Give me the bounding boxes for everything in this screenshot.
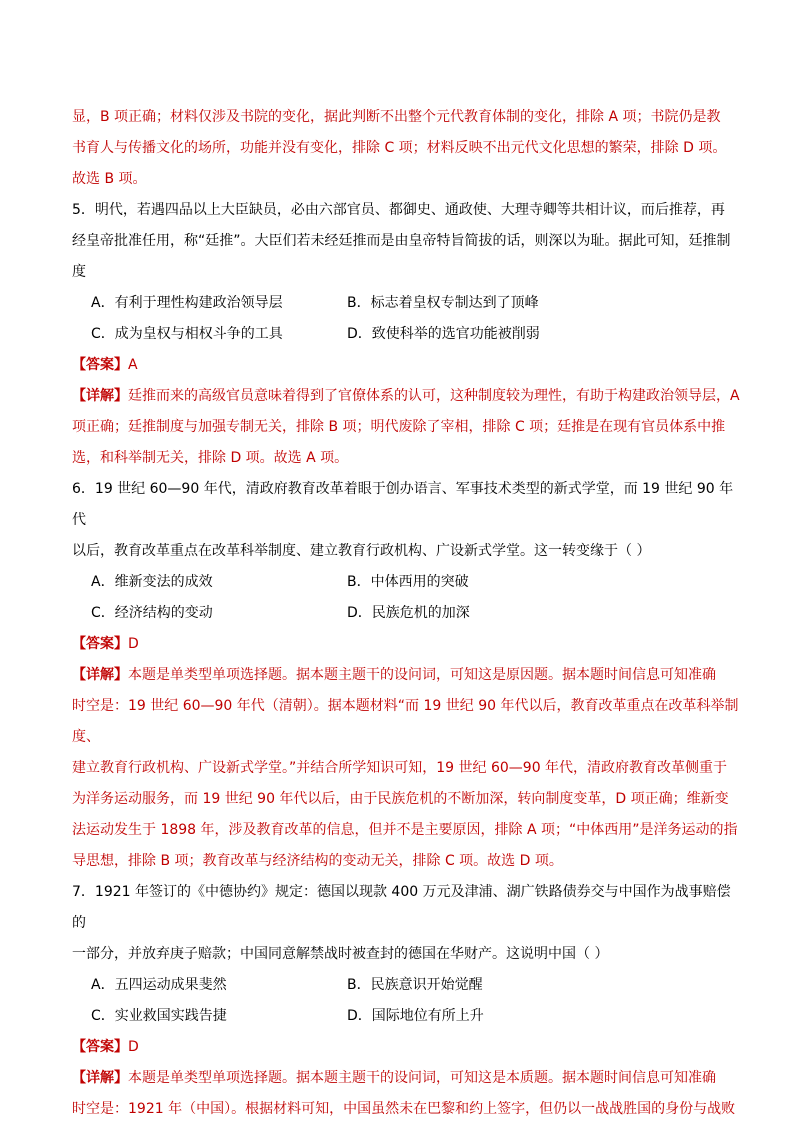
answer-label: 【答案】: [72, 357, 128, 373]
question-5: [72, 195, 744, 474]
detail-text: 本题是单类型单项选择题。据本题主题干的设问词，可知这是原因题。据本题时间信息可知准确: [128, 667, 716, 683]
detail-label: 【详解】: [72, 388, 128, 404]
question-stem-line: 6．19 世纪 60—90 年代，清政府教育改革着眼于创办语言、军事技术类型的新式学堂，而 19 世纪 90 年代: [72, 481, 734, 528]
detail-line: [72, 660, 744, 691]
detail-label: 【详解】: [72, 667, 128, 683]
option-a: A．有利于理性构建政治领导层: [91, 295, 283, 311]
detail-line: 为洋务运动服务，而 19 世纪 90 年代以后，由于民族危机的不断加深，转向制度变革，D 项正确；维新变: [72, 791, 729, 807]
answer-value: A: [128, 357, 138, 373]
document-page: [72, 102, 744, 1125]
detail-line: [72, 1063, 744, 1094]
detail-line: 法运动发生于 1898 年，涉及教育改革的信息，但并不是主要原因，排除 A 项；“中体西用”是洋务运动的指: [72, 822, 738, 838]
option-b: B．民族意识开始觉醒: [347, 977, 483, 993]
options-row: [72, 970, 744, 1001]
question-7: [72, 877, 744, 1125]
previous-explanation: [72, 102, 744, 195]
answer-value: D: [128, 1039, 139, 1055]
detail-line: [72, 381, 744, 412]
answer-value: D: [128, 636, 139, 652]
option-a: A．维新变法的成效: [91, 574, 213, 590]
option-c: C．成为皇权与相权斗争的工具: [91, 326, 283, 342]
detail-line: 选，和科举制无关，排除 D 项。故选 A 项。: [72, 450, 349, 466]
detail-line: 建立教育行政机构、广设新式学堂。”并结合所学知识可知，19 世纪 60—90 年代，清政府教育改革侧重于: [72, 760, 728, 776]
options-row: [72, 288, 744, 319]
question-stem-line: 一部分，并放弃庚子赔款；中国同意解禁战时被查封的德国在华财产。这说明中国（ ）: [72, 946, 609, 962]
option-d: D．致使科举的选官功能被削弱: [347, 326, 540, 342]
option-a: A．五四运动成果斐然: [91, 977, 227, 993]
options-row: [72, 598, 744, 629]
option-b: B．中体西用的突破: [347, 574, 469, 590]
answer-line: [72, 1032, 744, 1063]
question-stem-line: 5．明代，若遇四品以上大臣缺员，必由六部官员、都御史、通政使、大理寺卿等共相计议，而后推荐，再: [72, 202, 725, 218]
options-row: [72, 319, 744, 350]
detail-text: 本题是单类型单项选择题。据本题主题干的设问词，可知这是本质题。据本题时间信息可知准确: [128, 1070, 716, 1086]
detail-line: 导思想，排除 B 项；教育改革与经济结构的变动无关，排除 C 项。故选 D 项。: [72, 853, 563, 869]
detail-line: 项正确；廷推制度与加强专制无关，排除 B 项；明代废除了宰相，排除 C 项；廷推是在现有官员体系中推: [72, 419, 726, 435]
detail-text: 廷推而来的高级官员意味着得到了官僚体系的认可，这种制度较为理性，有助于构建政治领导层，A: [128, 388, 740, 404]
detail-line: 时空是：19 世纪 60—90 年代（清朝）。据本题材料“而 19 世纪 90 年代以后，教育改革重点在改革科举制度、: [72, 698, 739, 745]
options-row: [72, 567, 744, 598]
question-stem-line: 经皇帝批准任用，称“廷推”。大臣们若未经廷推而是由皇帝特旨简拔的话，则深以为耻。据此可知，廷推制: [72, 233, 731, 249]
question-stem-line: 7．1921 年签订的《中德协约》规定：德国以现款 400 万元及津浦、湖广铁路债券交与中国作为战事赔偿的: [72, 884, 731, 931]
detail-label: 【详解】: [72, 1070, 128, 1086]
answer-label: 【答案】: [72, 636, 128, 652]
option-c: C．实业救国实践告捷: [91, 1008, 227, 1024]
explanation-line: 显，B 项正确；材料仅涉及书院的变化，据此判断不出整个元代教育体制的变化，排除 A 项；书院仍是教: [72, 109, 721, 125]
question-stem-line: 以后，教育改革重点在改革科举制度、建立教育行政机构、广设新式学堂。这一转变缘于（ ）: [72, 543, 651, 559]
question-stem-line: 度: [72, 264, 86, 280]
option-d: D．国际地位有所上升: [347, 1008, 484, 1024]
options-row: [72, 1001, 744, 1032]
option-d: D．民族危机的加深: [347, 605, 470, 621]
detail-line: 时空是：1921 年（中国）。根据材料可知，中国虽然未在巴黎和约上签字，但仍以一战战胜国的身份与战败: [72, 1101, 736, 1117]
explanation-line: 故选 B 项。: [72, 171, 147, 187]
answer-line: [72, 350, 744, 381]
answer-line: [72, 629, 744, 660]
explanation-line: 书育人与传播文化的场所，功能并没有变化，排除 C 项；材料反映不出元代文化思想的繁荣，排除 D 项。: [72, 140, 727, 156]
option-c: C．经济结构的变动: [91, 605, 213, 621]
question-6: [72, 474, 744, 877]
option-b: B．标志着皇权专制达到了顶峰: [347, 295, 539, 311]
answer-label: 【答案】: [72, 1039, 128, 1055]
